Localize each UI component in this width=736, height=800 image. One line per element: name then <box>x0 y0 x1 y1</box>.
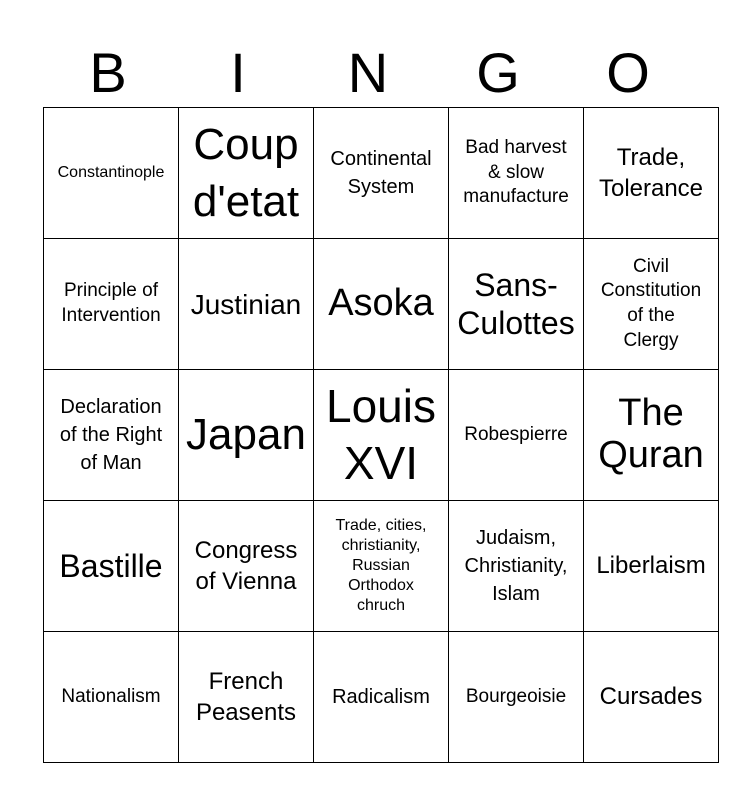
bingo-cell[interactable] <box>44 370 179 501</box>
cell-label: The Quran <box>598 392 704 476</box>
bingo-cell[interactable] <box>179 108 314 239</box>
bingo-cell[interactable] <box>179 370 314 501</box>
cell-label: Asoka <box>328 282 434 325</box>
header-letter-i: I <box>230 41 246 104</box>
cell-label: Trade, Tolerance <box>598 143 704 202</box>
cell-label: Cursades <box>599 683 703 711</box>
cell-label: Civil Constitution of the Clergy <box>600 255 702 351</box>
cell-label: Radicalism <box>332 686 430 708</box>
bingo-grid <box>43 107 719 763</box>
bingo-cell[interactable] <box>179 632 314 763</box>
bingo-cell[interactable] <box>314 370 449 501</box>
bingo-cell[interactable] <box>44 239 179 370</box>
bingo-header <box>43 38 693 108</box>
cell-label: Coup d'etat <box>192 119 300 226</box>
cell-label: Bad harvest & slow manufacture <box>463 136 569 208</box>
bingo-cell[interactable] <box>179 501 314 632</box>
cell-label: Liberlaism <box>596 552 706 580</box>
header-letter-b: B <box>89 41 127 104</box>
cell-label: Judaism, Christianity, Islam <box>464 527 568 605</box>
bingo-cell[interactable] <box>449 239 584 370</box>
header-letter-n: N <box>347 41 389 104</box>
grid-row-5 <box>44 632 719 763</box>
cell-label: Nationalism <box>61 685 161 707</box>
cell-label: Continental System <box>330 148 432 198</box>
cell-label: Constantinople <box>57 164 165 181</box>
bingo-cell[interactable] <box>314 239 449 370</box>
bingo-cell[interactable] <box>314 501 449 632</box>
cell-label: Declaration of the Right of Man <box>59 396 163 474</box>
header-letter-o: O <box>606 41 650 104</box>
bingo-cell[interactable] <box>584 632 719 763</box>
bingo-cell[interactable] <box>314 632 449 763</box>
cell-label: Japan <box>186 410 306 460</box>
bingo-cell[interactable] <box>584 239 719 370</box>
bingo-cell[interactable] <box>449 501 584 632</box>
bingo-cell[interactable] <box>449 370 584 501</box>
cell-label: Principle of Intervention <box>61 280 161 326</box>
grid-row-2 <box>44 239 719 370</box>
cell-label: Bastille <box>59 547 163 584</box>
cell-label: Sans- Culottes <box>457 266 575 341</box>
cell-label: French Peasents <box>195 667 297 726</box>
bingo-cell[interactable] <box>584 108 719 239</box>
grid-row-1 <box>44 108 719 239</box>
bingo-cell[interactable] <box>449 632 584 763</box>
bingo-cell[interactable] <box>44 108 179 239</box>
bingo-cell[interactable] <box>584 501 719 632</box>
bingo-cell[interactable] <box>44 501 179 632</box>
bingo-cell[interactable] <box>449 108 584 239</box>
bingo-cell[interactable] <box>44 632 179 763</box>
grid-row-3 <box>44 370 719 501</box>
header-letter-g: G <box>476 41 520 104</box>
cell-label: Congress of Vienna <box>194 536 298 595</box>
grid-row-4 <box>44 501 719 632</box>
cell-label: Justinian <box>190 288 302 320</box>
bingo-cell[interactable] <box>179 239 314 370</box>
cell-label: Robespierre <box>464 423 568 445</box>
bingo-cell[interactable] <box>584 370 719 501</box>
cell-label: Louis XVI <box>326 379 436 489</box>
cell-label: Trade, cities, christianity, Russian Orthodox chruch <box>335 517 427 614</box>
cell-label: Bourgeoisie <box>465 685 567 707</box>
bingo-cell[interactable] <box>314 108 449 239</box>
